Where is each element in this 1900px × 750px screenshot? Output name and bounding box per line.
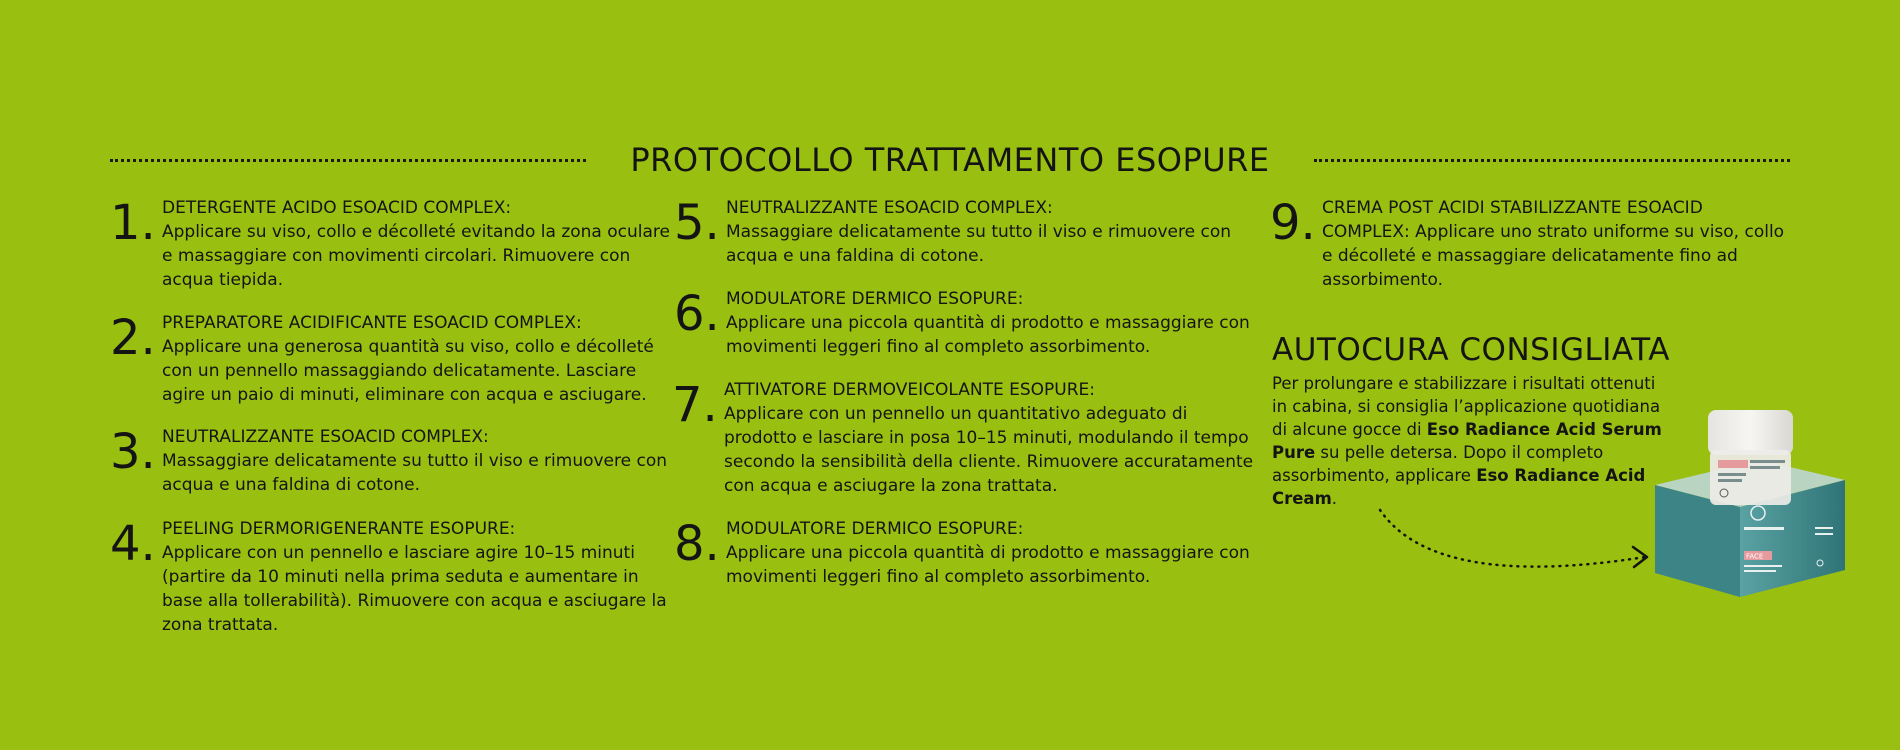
step-heading: DETERGENTE ACIDO ESOACID COMPLEX: xyxy=(162,198,512,218)
autocura-text-part: . xyxy=(1331,489,1338,508)
title-row xyxy=(110,140,1790,180)
step-number: 9. xyxy=(1270,195,1316,251)
step-2 xyxy=(110,311,670,407)
step-text: Applicare una generosa quantità su viso, collo e décolleté con un pennello massaggiando delicatamente. Lasciare agire un paio di minuti, eliminare con acqua e asciugare. xyxy=(162,337,654,405)
step-text: Applicare uno strato uniforme su viso, collo e décolleté e massaggiare delicatamente fino ad assorbimento. xyxy=(1322,222,1785,290)
step-number: 5. xyxy=(674,195,720,251)
step-text: Applicare una piccola quantità di prodotto e massaggiare con movimenti leggeri fino al completo assorbimento. xyxy=(726,313,1250,357)
step-heading: NEUTRALIZZANTE ESOACID COMPLEX: xyxy=(162,427,489,447)
step-number: 4. xyxy=(110,516,156,572)
step-text: Applicare su viso, collo e décolleté evitando la zona oculare e massaggiare con movimenti circolari. Rimuovere con acqua tiepida. xyxy=(162,222,670,290)
step-9 xyxy=(1270,196,1790,292)
step-text: Applicare con un pennello un quantitativo adeguato di prodotto e lasciare in posa 10–15 minuti, modulando il tempo secondo la sensibilità della cliente. Rimuovere accuratamente con acqua e asciugare la zona trattata. xyxy=(724,404,1254,496)
page-title: PROTOCOLLO TRATTAMENTO ESOPURE xyxy=(630,141,1270,179)
step-text: Massaggiare delicatamente su tutto il viso e rimuovere con acqua e una faldina di cotone. xyxy=(726,222,1232,266)
step-heading: NEUTRALIZZANTE ESOACID COMPLEX: xyxy=(726,198,1053,218)
step-heading: CREMA POST ACIDI STABILIZZANTE ESOACID COMPLEX: xyxy=(1322,198,1703,242)
step-number: 1. xyxy=(110,195,156,251)
autocura-text-part: Per prolungare e stabilizzare i risultati ottenuti in cabina, si consiglia l’applicazione quotidiana di alcune gocce di xyxy=(1272,374,1661,439)
autocura-text-part: su pelle detersa. Dopo il completo assorbimento, applicare xyxy=(1272,443,1604,485)
step-7 xyxy=(672,378,1254,498)
dotted-line-left xyxy=(110,159,586,162)
step-5 xyxy=(674,196,1254,268)
step-text: Applicare con un pennello e lasciare agire 10–15 minuti (partire da 10 minuti nella prima seduta e aumentare in base alla tollerabilità). Rimuovere con acqua e asciugare la zona trattata. xyxy=(162,543,667,635)
step-heading: PREPARATORE ACIDIFICANTE ESOACID COMPLEX: xyxy=(162,313,582,333)
step-text: Applicare una piccola quantità di prodotto e massaggiare con movimenti leggeri fino al completo assorbimento. xyxy=(726,543,1250,587)
step-4 xyxy=(110,517,670,637)
autocura-section xyxy=(1272,332,1672,510)
autocura-product-cream: Eso Radiance Acid Cream xyxy=(1272,466,1646,508)
step-8 xyxy=(674,517,1254,589)
dotted-line-right xyxy=(1314,159,1790,162)
step-text: Massaggiare delicatamente su tutto il viso e rimuovere con acqua e una faldina di cotone. xyxy=(162,451,668,495)
step-6 xyxy=(674,287,1254,359)
product-illustration xyxy=(1640,405,1855,605)
step-1 xyxy=(110,196,670,292)
face-tag: FACE xyxy=(1746,552,1764,561)
product-image xyxy=(1640,405,1855,605)
dotted-arrow-icon xyxy=(1375,505,1660,585)
step-3 xyxy=(110,425,670,497)
step-number: 3. xyxy=(110,424,156,480)
autocura-title: AUTOCURA CONSIGLIATA xyxy=(1272,332,1670,368)
step-number: 7. xyxy=(672,377,718,433)
autocura-product-serum: Eso Radiance Acid Serum Pure xyxy=(1272,420,1662,462)
step-number: 2. xyxy=(110,310,156,366)
step-number: 6. xyxy=(674,286,720,342)
step-heading: PEELING DERMORIGENERANTE ESOPURE: xyxy=(162,519,516,539)
autocura-text xyxy=(1272,372,1672,510)
step-heading: MODULATORE DERMICO ESOPURE: xyxy=(726,519,1024,539)
step-number: 8. xyxy=(674,516,720,572)
step-heading: ATTIVATORE DERMOVEICOLANTE ESOPURE: xyxy=(724,380,1096,400)
step-heading: MODULATORE DERMICO ESOPURE: xyxy=(726,289,1024,309)
